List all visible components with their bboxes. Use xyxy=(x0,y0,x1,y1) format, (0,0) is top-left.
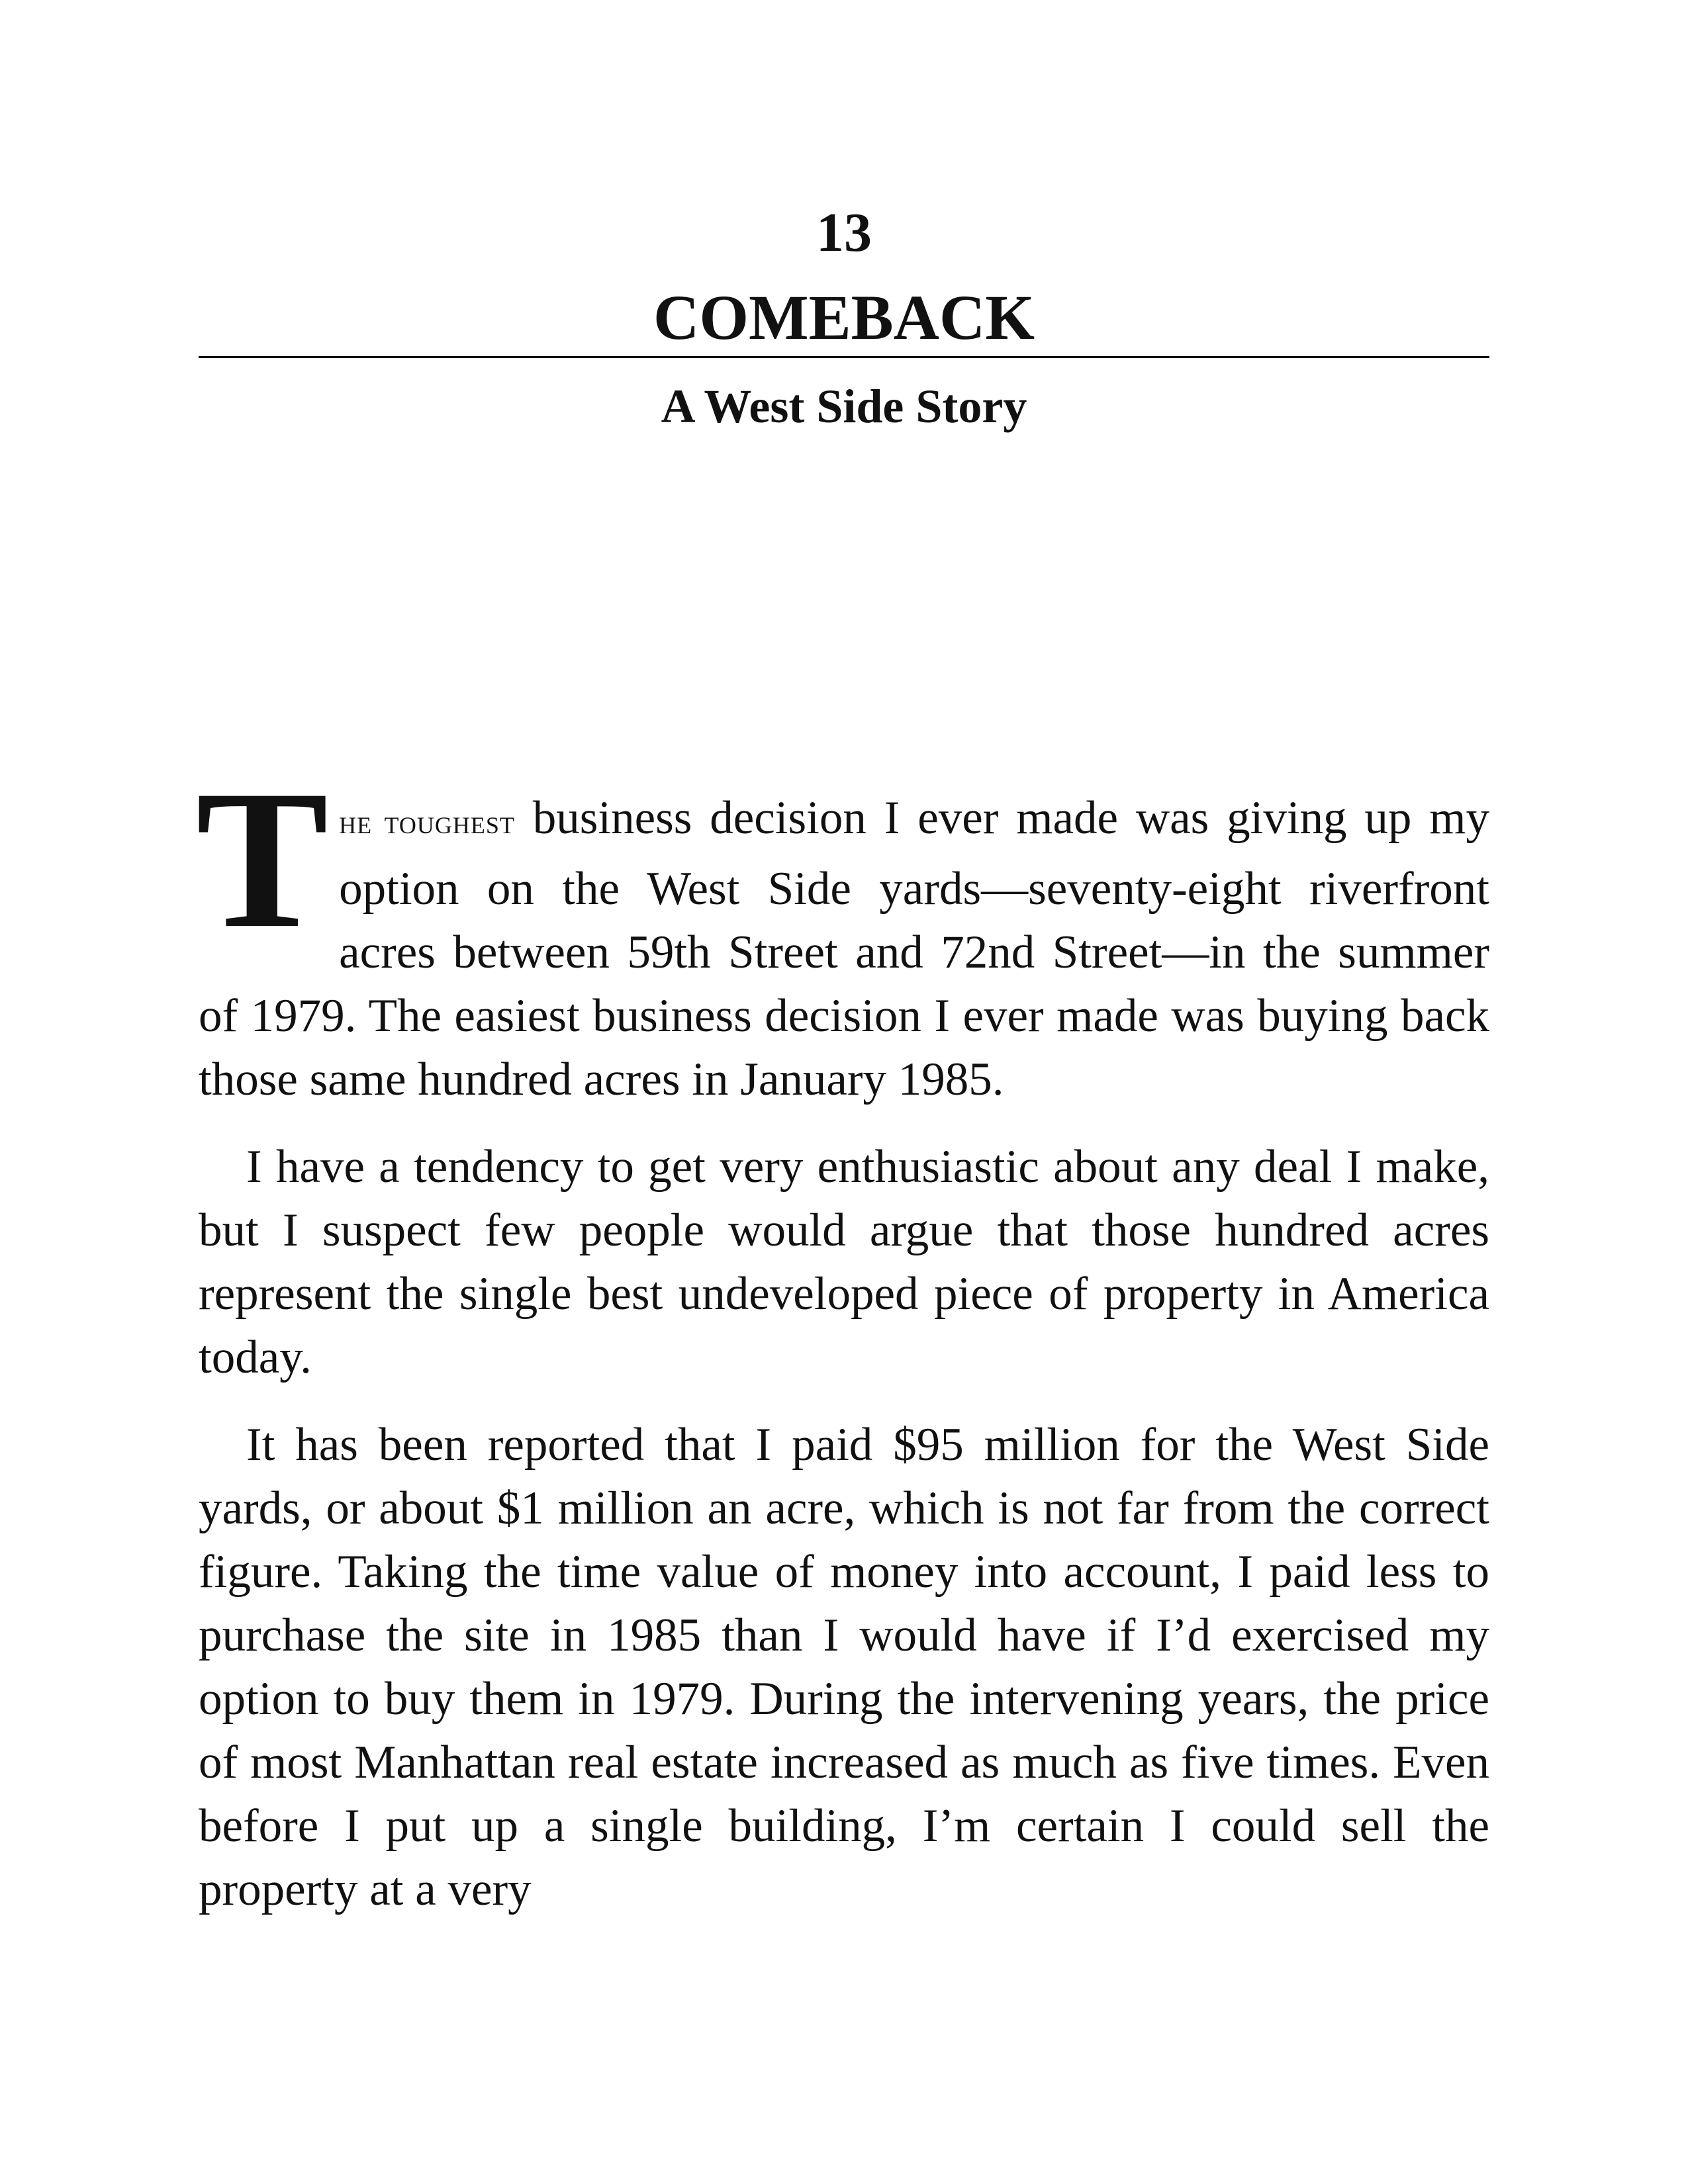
small-caps-lead: HE TOUGHEST xyxy=(339,812,515,839)
chapter-subtitle: A West Side Story xyxy=(661,380,1027,433)
chapter-title: COMEBACK xyxy=(653,282,1035,353)
paragraph-1 xyxy=(196,749,1489,1111)
paragraph-1-text: business decision I ever made was giving up my option on the West Side yards—seventy-eight riverfront acres between 59th Street and 72nd Street—in the summer of 1979. The easiest business decision I ever made was buying back those same hundred acres in January 1985. xyxy=(199,792,1489,1105)
drop-cap: T xyxy=(196,749,329,969)
book-page xyxy=(196,0,1489,2184)
chapter-number: 13 xyxy=(816,202,872,263)
title-divider xyxy=(199,356,1489,358)
body-text xyxy=(196,749,1489,1945)
paragraph-2: I have a tendency to get very enthusiastic about any deal I make, but I suspect few people would argue that those hundred acres represent the single best undeveloped piece of property in America today. xyxy=(199,1141,1489,1383)
paragraph-3: It has been reported that I paid $95 million for the West Side yards, or about $1 million an acre, which is not far from the correct figure. Taking the time value of money into account, I paid less to purchase the site in 1985 than I would have if I’d exercised my option to buy them in 1979. During the intervening years, the price of most Manhattan real estate increased as much as five times. Even before I put up a single building, I’m certain I could sell the property at a very xyxy=(199,1419,1489,1915)
